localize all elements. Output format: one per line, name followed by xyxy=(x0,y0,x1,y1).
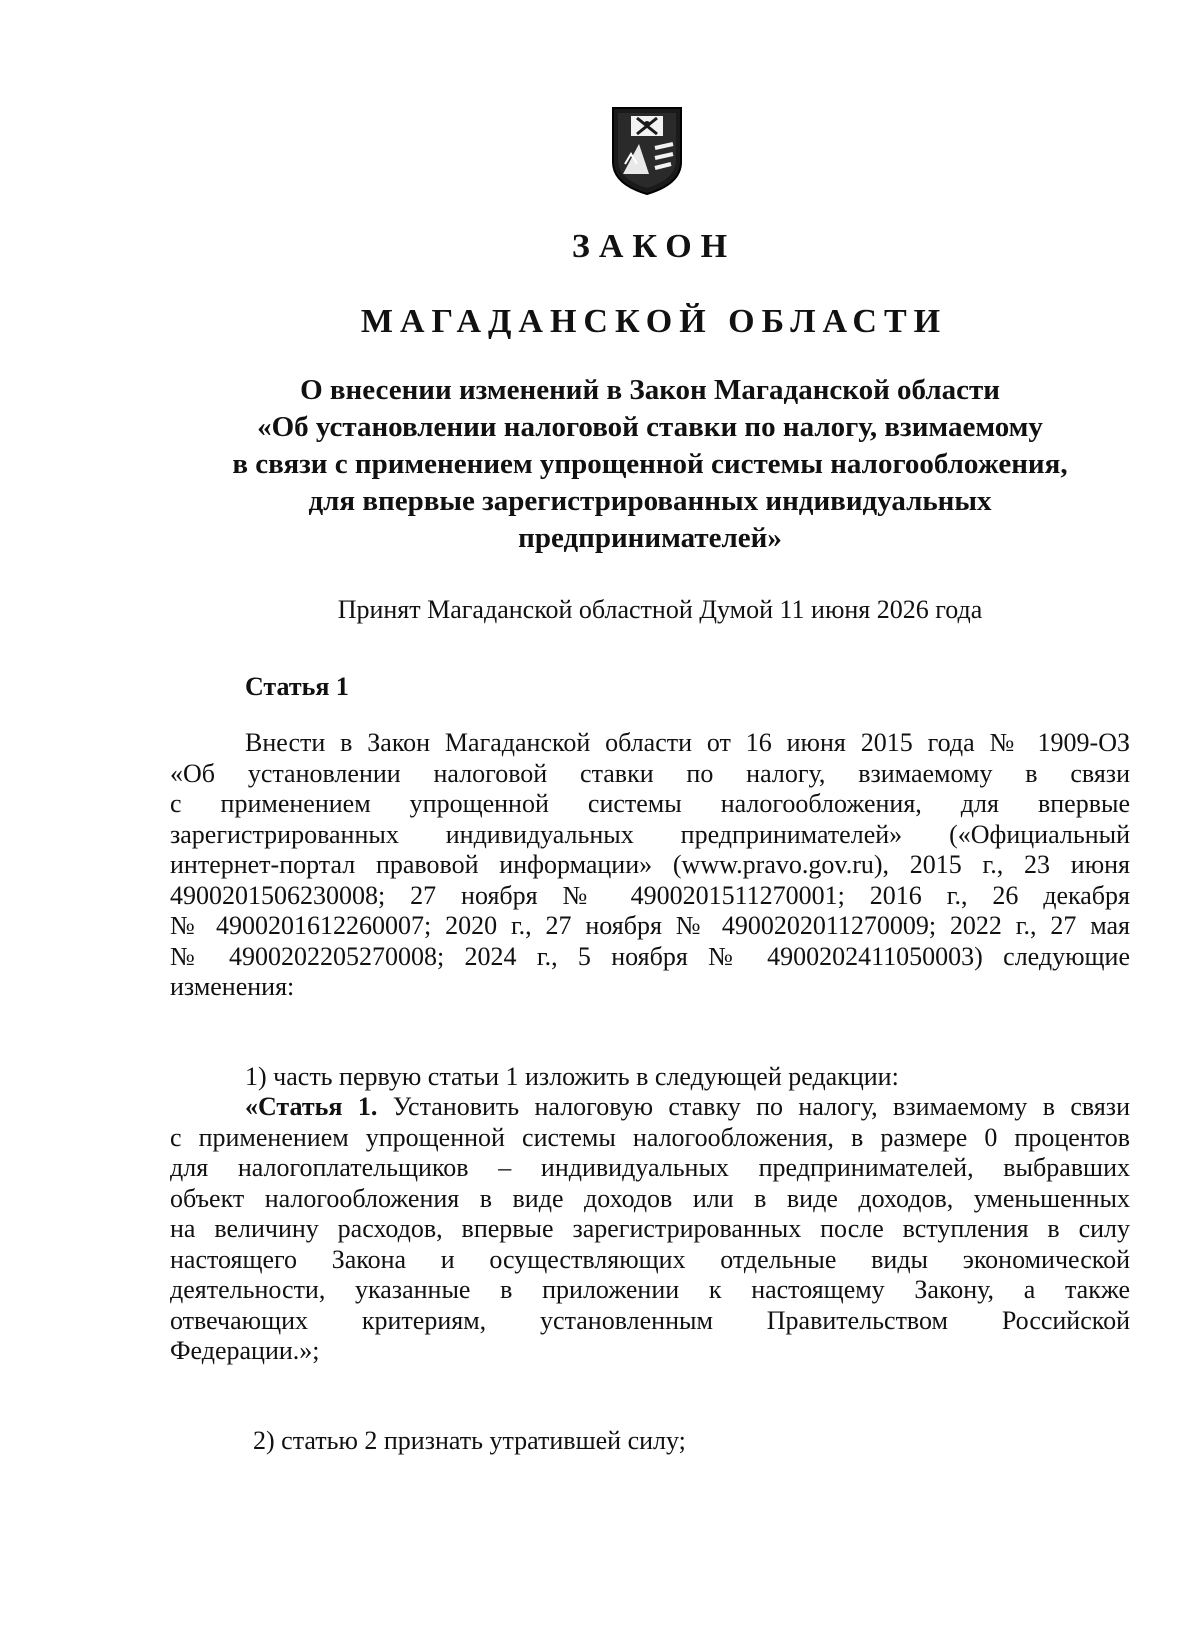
law-name-line: в связи с применением упрощенной системы налогообложения, xyxy=(232,448,1068,480)
paragraph-line: интернет-портал правовой информации» (www.pravo.gov.ru), 2015 г., 23 июня xyxy=(170,850,1130,879)
paragraph-line: изменения: xyxy=(170,972,295,1001)
coat-of-arms-icon xyxy=(609,104,685,196)
quote-article-label: «Статья 1. xyxy=(245,1092,378,1121)
paragraph-line: № 4900201612260007; 2020 г., 27 ноября № 4900202011270009; 2022 г., 27 мая xyxy=(170,911,1130,940)
quote-line: объект налогообложения в виде доходов или в виде доходов, уменьшенных xyxy=(170,1183,1130,1213)
quote-line: настоящего Закона и осуществляющих отдельные виды экономической xyxy=(170,1244,1130,1274)
paragraph-line: 4900201506230008; 27 ноября № 4900201511270001; 2016 г., 26 декабря xyxy=(170,880,1130,910)
article-heading: Статья 1 xyxy=(245,672,349,701)
quote-line: деятельности, указанные в приложении к настоящему Закону, а также xyxy=(170,1275,1130,1304)
article-paragraph xyxy=(170,728,1130,1003)
quoted-article xyxy=(170,1092,1130,1367)
law-name-line: «Об установлении налоговой ставки по налогу, взимаемому xyxy=(257,411,1043,443)
paragraph-line: № 4900202205270008; 2024 г., 5 ноября № 4900202411050003) следующие xyxy=(170,941,1130,971)
paragraph-line: зарегистрированных индивидуальных предпринимателей» («Официальный xyxy=(170,819,1130,849)
document-subtitle: МАГАДАНСКОЙ ОБЛАСТИ xyxy=(360,303,948,340)
quote-line: отвечающих критериям, установленным Правительством Российской xyxy=(170,1305,1130,1335)
adoption-note: Принят Магаданской областной Думой 11 июня 2026 года xyxy=(337,595,983,624)
paragraph-line: Внести в Закон Магаданской области от 16 июня 2015 года № 1909-ОЗ xyxy=(245,728,1130,757)
quote-first-text: Установить налоговую ставку по налогу, взимаемому в связи xyxy=(377,1092,1130,1121)
quote-line: Федерации.»; xyxy=(170,1336,320,1365)
paragraph-line: «Об установлении налоговой ставки по налогу, взимаемому в связи xyxy=(170,758,1130,788)
list-item: 1) часть первую статьи 1 изложить в следующей редакции: xyxy=(245,1062,899,1091)
law-name-line: предпринимателей» xyxy=(518,522,782,554)
quote-line: на величину расходов, впервые зарегистрированных после вступления в силу xyxy=(170,1214,1130,1243)
law-name-line: О внесении изменений в Закон Магаданской области xyxy=(300,374,1000,406)
quote-line: с применением упрощенной системы налогообложения, в размере 0 процентов xyxy=(170,1122,1130,1152)
paragraph-line: с применением упрощенной системы налогообложения, для впервые xyxy=(170,789,1130,818)
quote-line xyxy=(170,1092,1130,1123)
document-title: ЗАКОН xyxy=(571,228,737,265)
list-item: 2) статью 2 признать утратившей силу; xyxy=(253,1426,686,1455)
law-name xyxy=(170,372,1130,557)
law-name-line: для впервые зарегистрированных индивидуальных xyxy=(308,485,992,517)
quote-line: для налогоплательщиков – индивидуальных предпринимателей, выбравших xyxy=(170,1153,1130,1182)
